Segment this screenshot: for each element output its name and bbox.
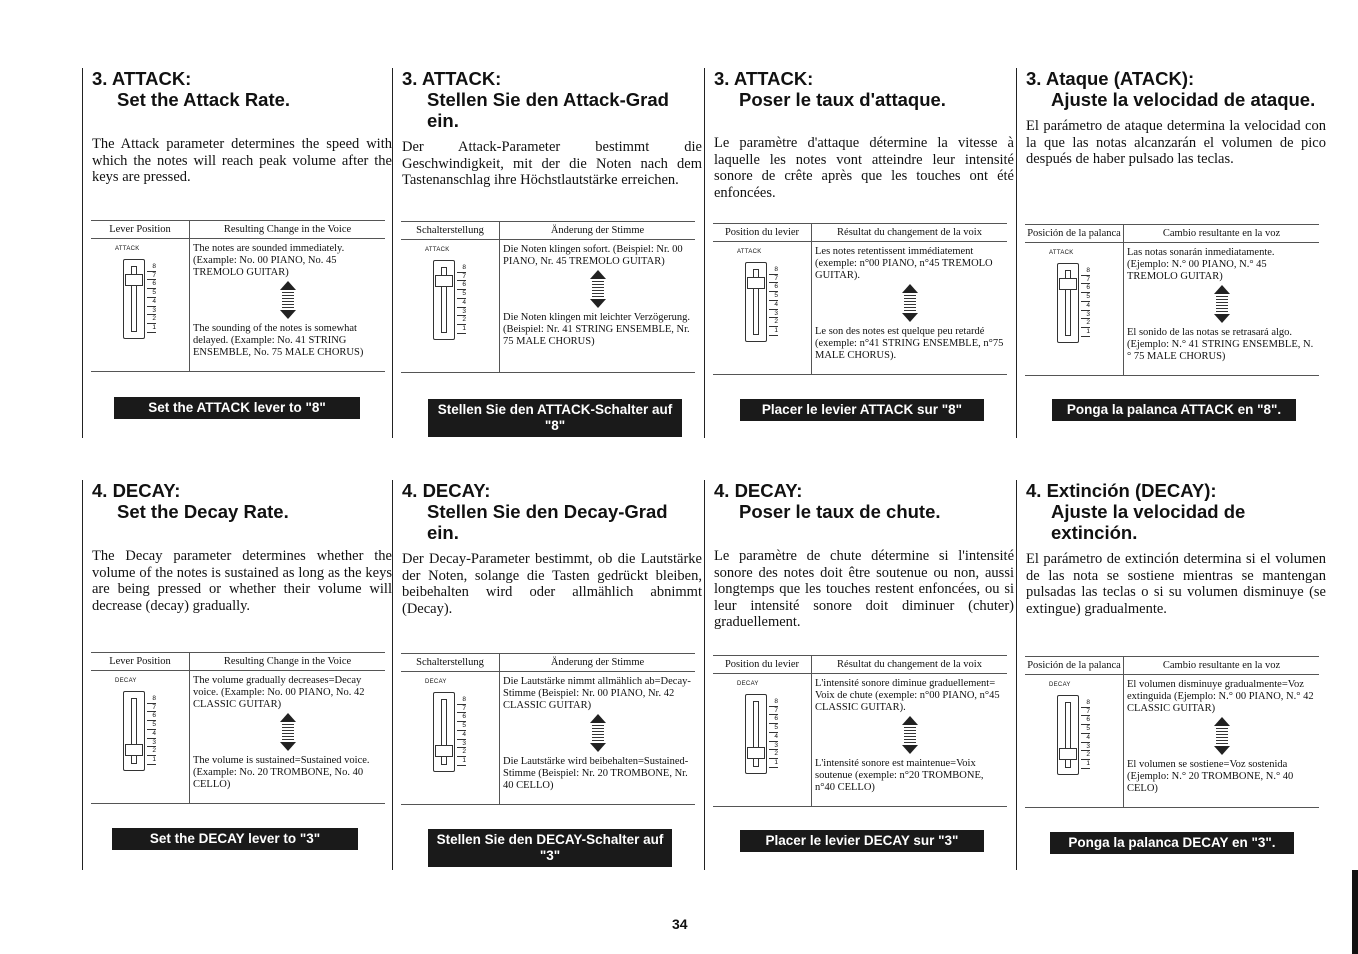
scale-mark: 7 [147,704,156,713]
scale-mark: 1 [1081,328,1090,337]
lever-diagram-cell [401,672,500,804]
scale-mark: 8 [457,696,466,705]
scale-mark: 3 [457,308,466,317]
slow-effect-text: The volume is sustained=Sustained voice. (Example: No. 20 TROMBONE, No. 40 CELLO) [193,755,370,790]
scale-mark: 4 [769,301,778,310]
lever-knob [435,275,453,287]
lever-diagram-cell [401,240,500,372]
scale-mark: 6 [457,713,466,722]
slow-effect-text: The sounding of the notes is somewhat delayed. (Example: No. 41 STRING ENSEMBLE, No. 75 MALE CHORUS) [193,323,364,358]
lever-scale [457,264,466,334]
slow-effect-text: L'intensité sonore est maintenue=Voix soutenue (exemple: n°20 TROMBONE, n°40 CELLO) [815,758,984,793]
instruction-banner-decay-es: Ponga la palanca DECAY en "3". [1050,832,1294,854]
scale-mark: 5 [457,290,466,299]
table-header-resulting-change: Cambio resultante en la voz [1162,659,1281,671]
table-header-lever-position: Schalterstellung [401,654,500,671]
instruction-banner-attack-de: Stellen Sie den ATTACK-Schalter auf "8" [428,399,682,437]
fast-effect-text: El volumen disminuye gradualmente=Voz extinguida (Ejemplo: N.° 00 PIANO, N.° 42 CLASSIC GUITAR) [1127,679,1314,714]
direction-arrows [193,713,382,751]
section-body: Le paramètre d'attaque détermine la vitesse à laquelle les notes vont atteindre leur intensité sonore de crête après que les touches ont été enfoncées. [714,135,1014,201]
voice-change-cell [500,672,695,804]
table-header-resulting-change: Resulting Change in the Voice [223,223,352,235]
slow-effect-text: El volumen se sostiene=Voz sostenida (Ejemplo: N.° 20 TROMBONE, N.° 40 CELO) [1127,759,1294,794]
section-heading: 4. DECAY: Poser le taux de chute. [714,480,941,522]
page-number: 34 [672,916,688,932]
attack-lever-table [713,223,1007,375]
scale-mark: 5 [457,722,466,731]
direction-arrows [193,281,382,319]
lever-knob [1059,748,1077,760]
lever-label: ATTACK [115,246,140,252]
voice-change-cell [812,674,1007,806]
fast-effect-text: Las notas sonarán inmediatamente. (Ejemplo: N.° 00 PIANO, N.° 45 TREMOLO GUITAR) [1127,247,1275,282]
slow-effect-text: Die Noten klingen mit leichter Verzögerung. (Beispiel: Nr. 41 STRING ENSEMBLE, Nr. 75 MALE CHORUS) [503,312,691,347]
arrow-up-icon [902,716,918,725]
scale-mark: 2 [147,315,156,324]
lever-label: DECAY [115,678,137,684]
instruction-banner-attack-fr: Placer le levier ATTACK sur "8" [740,399,984,421]
scale-mark: 8 [147,263,156,272]
scale-mark: 6 [1081,284,1090,293]
scale-mark: 1 [147,756,156,765]
lever-scale [147,695,156,765]
arrow-up-icon [280,713,296,722]
scale-mark: 3 [769,310,778,319]
table-header-resulting-change: Résultat du changement de la voix [837,658,982,670]
fast-effect-text: The volume gradually decreases=Decay voice. (Example: No. 00 PIANO, No. 42 CLASSIC GUITAR) [193,675,365,710]
section-heading: 3. Ataque (ATACK): Ajuste la velocidad de ataque. [1026,68,1316,110]
lever-slider-graphic [1057,263,1079,343]
arrow-up-icon [280,281,296,290]
scale-mark: 5 [147,289,156,298]
lever-slider-graphic [745,262,767,342]
slow-effect-text: El sonido de las notas se retrasará algo. (Ejemplo: N.° 41 STRING ENSEMBLE, N.° 75 MALE CHORUS) [1127,327,1314,362]
voice-change-cell [500,240,695,372]
scale-mark: 7 [457,273,466,282]
scale-mark: 4 [147,298,156,307]
lever-diagram-cell [713,242,812,374]
scale-mark: 6 [457,281,466,290]
table-header-resulting-change: Änderung der Stimme [550,224,645,236]
scale-mark: 2 [1081,751,1090,760]
lever-scale [769,266,778,336]
scale-mark: 4 [1081,302,1090,311]
section-heading: 3. ATTACK: Set the Attack Rate. [92,68,291,110]
scale-mark: 3 [147,739,156,748]
instruction-banner-decay-en: Set the DECAY lever to "3" [112,828,358,850]
scale-mark: 6 [769,715,778,724]
arrow-down-icon [280,742,296,751]
lever-scale [1081,699,1090,769]
arrow-up-icon [1214,285,1230,294]
section-heading: 3. ATTACK: Poser le taux d'attaque. [714,68,946,110]
lever-knob [125,274,143,286]
scale-mark: 3 [457,740,466,749]
lever-slider-graphic [123,259,145,339]
section-heading: 3. ATTACK: Stellen Sie den Attack-Grad ein. [402,68,669,131]
table-header-resulting-change: Resulting Change in the Voice [223,655,352,667]
table-header-resulting-change: Résultat du changement de la voix [837,226,982,238]
scale-mark: 4 [769,733,778,742]
scale-mark: 5 [769,292,778,301]
direction-arrows [815,716,1004,754]
decay-lever-table [401,653,695,805]
instruction-banner-attack-es: Ponga la palanca ATTACK en "8". [1052,399,1296,421]
lever-scale [769,698,778,768]
lever-label: DECAY [425,679,447,685]
fast-effect-text: The notes are sounded immediately. (Example: No. 00 PIANO, No. 45 TREMOLO GUITAR) [193,243,345,278]
lever-diagram-cell [1025,243,1124,375]
section-body: Der Attack-Parameter bestimmt die Geschwindigkeit, mit der die Noten nach dem Tastenanschlag ihre Höchstlautstärke erreichen. [402,139,702,188]
decay-lever-table [1025,656,1319,808]
scale-mark: 7 [457,705,466,714]
scale-mark: 8 [147,695,156,704]
voice-change-cell [190,671,385,803]
arrow-down-icon [1214,746,1230,755]
scale-mark: 2 [147,747,156,756]
table-header-lever-position: Lever Position [91,221,190,238]
voice-change-cell [812,242,1007,374]
scale-mark: 2 [457,316,466,325]
scale-mark: 7 [147,272,156,281]
attack-lever-table [1025,224,1319,376]
table-header-lever-position: Posición de la palanca [1025,225,1124,242]
scale-mark: 4 [147,730,156,739]
scale-mark: 6 [147,280,156,289]
scale-mark: 5 [769,724,778,733]
scale-mark: 4 [1081,734,1090,743]
lever-label: ATTACK [737,249,762,255]
scale-mark: 7 [769,707,778,716]
scale-mark: 8 [769,698,778,707]
lever-label: DECAY [1049,682,1071,688]
fast-effect-text: Die Noten klingen sofort. (Beispiel: Nr. 00 PIANO, Nr. 45 TREMOLO GUITAR) [503,244,683,267]
direction-arrows [503,714,692,752]
scale-mark: 8 [457,264,466,273]
arrow-up-icon [590,270,606,279]
scale-mark: 5 [1081,725,1090,734]
slow-effect-text: Die Lautstärke wird beibehalten=Sustained-Stimme (Beispiel: Nr. 20 TROMBONE, Nr. 40 CELLO) [503,756,689,791]
scale-mark: 7 [769,275,778,284]
section-body: Der Decay-Parameter bestimmt, ob die Lautstärke der Noten, solange die Tasten gedrückt bleiben, beibehalten wird oder allmählich abnimmt (Decay). [402,551,702,617]
lever-knob [747,277,765,289]
scale-mark: 1 [457,757,466,766]
scale-mark: 2 [457,748,466,757]
lever-slider-graphic [123,691,145,771]
table-header-lever-position: Lever Position [91,653,190,670]
scale-mark: 1 [147,324,156,333]
instruction-banner-decay-fr: Placer le levier DECAY sur "3" [740,830,984,852]
section-body: El parámetro de extinción determina si el volumen de las nota se sostiene mientras se mantengan pulsadas las teclas o si su volumen disminuye (se extingue) gradualmente. [1026,551,1326,617]
table-header-lever-position: Schalterstellung [401,222,500,239]
lever-diagram-cell [91,671,190,803]
scale-mark: 3 [147,307,156,316]
scale-mark: 7 [1081,276,1090,285]
table-header-resulting-change: Änderung der Stimme [550,656,645,668]
table-header-lever-position: Position du levier [713,224,812,241]
lever-scale [1081,267,1090,337]
lever-slider-graphic [433,260,455,340]
direction-arrows [503,270,692,308]
lever-label: DECAY [737,681,759,687]
scale-mark: 6 [769,283,778,292]
attack-lever-table [401,221,695,373]
scale-mark: 1 [769,759,778,768]
scale-mark: 2 [1081,319,1090,328]
direction-arrows [1127,717,1316,755]
voice-change-cell [1124,243,1319,375]
direction-arrows [1127,285,1316,323]
section-body: Le paramètre de chute détermine si l'intensité sonore des notes doit être soutenue ou non, aussi longtemps que les touches restent enfoncées, ou si leur intensité sonore doit diminuer (chuter) graduellement. [714,548,1014,630]
fast-effect-text: Die Lautstärke nimmt allmählich ab=Decay-Stimme (Beispiel: Nr. 00 PIANO, Nr. 42 CLASSIC GUITAR) [503,676,691,711]
section-body: El parámetro de ataque determina la velocidad con la que las notas alcanzarán el volumen de pico después de haber pulsado las teclas. [1026,118,1326,167]
scale-mark: 7 [1081,708,1090,717]
lever-label: ATTACK [1049,250,1074,256]
attack-lever-table [91,220,385,372]
scale-mark: 3 [1081,311,1090,320]
arrow-up-icon [1214,717,1230,726]
scale-mark: 1 [1081,760,1090,769]
arrow-down-icon [902,313,918,322]
page-edge-mark [1352,870,1358,954]
slow-effect-text: Le son des notes est quelque peu retardé (exemple: n°41 STRING ENSEMBLE, n°75 MALE CHORUS). [815,326,1004,361]
scale-mark: 4 [457,299,466,308]
arrow-down-icon [1214,314,1230,323]
section-heading: 4. DECAY: Set the Decay Rate. [92,480,289,522]
lever-knob [125,744,143,756]
arrow-down-icon [280,310,296,319]
lever-knob [435,745,453,757]
lever-diagram-cell [713,674,812,806]
lever-label: ATTACK [425,247,450,253]
arrow-down-icon [902,745,918,754]
scale-mark: 6 [1081,716,1090,725]
scale-mark: 8 [1081,267,1090,276]
scale-mark: 8 [1081,699,1090,708]
lever-diagram-cell [91,239,190,371]
scale-mark: 5 [1081,293,1090,302]
fast-effect-text: Les notes retentissent immédiatement (exemple: n°00 PIANO, n°45 TREMOLO GUITAR). [815,246,993,281]
scale-mark: 1 [769,327,778,336]
scale-mark: 2 [769,750,778,759]
lever-slider-graphic [1057,695,1079,775]
arrow-down-icon [590,299,606,308]
scale-mark: 8 [769,266,778,275]
table-header-lever-position: Posición de la palanca [1025,657,1124,674]
arrow-down-icon [590,743,606,752]
instruction-banner-attack-en: Set the ATTACK lever to "8" [114,397,360,419]
scale-mark: 6 [147,712,156,721]
voice-change-cell [1124,675,1319,807]
arrow-up-icon [902,284,918,293]
lever-slider-graphic [745,694,767,774]
direction-arrows [815,284,1004,322]
fast-effect-text: L'intensité sonore diminue graduellement= Voix de chute (exemple: n°00 PIANO, n°45 CLASSIC GUITAR). [815,678,1000,713]
section-body: The Decay parameter determines whether the volume of the notes is sustained as long as the keys are being pressed or whether their volume will decrease (decay) gradually. [92,548,392,614]
table-header-resulting-change: Cambio resultante en la voz [1162,227,1281,239]
decay-lever-table [91,652,385,804]
section-heading: 4. Extinción (DECAY): Ajuste la velocidad de extinción. [1026,480,1246,543]
decay-lever-table [713,655,1007,807]
lever-knob [747,747,765,759]
lever-scale [457,696,466,766]
lever-knob [1059,278,1077,290]
scale-mark: 3 [769,742,778,751]
voice-change-cell [190,239,385,371]
section-heading: 4. DECAY: Stellen Sie den Decay-Grad ein. [402,480,668,543]
scale-mark: 3 [1081,743,1090,752]
lever-slider-graphic [433,692,455,772]
section-body: The Attack parameter determines the speed with which the notes will reach peak volume after the keys are pressed. [92,136,392,185]
scale-mark: 5 [147,721,156,730]
lever-scale [147,263,156,333]
scale-mark: 2 [769,318,778,327]
scale-mark: 1 [457,325,466,334]
instruction-banner-decay-de: Stellen Sie den DECAY-Schalter auf "3" [428,829,672,867]
lever-diagram-cell [1025,675,1124,807]
arrow-up-icon [590,714,606,723]
scale-mark: 4 [457,731,466,740]
table-header-lever-position: Position du levier [713,656,812,673]
